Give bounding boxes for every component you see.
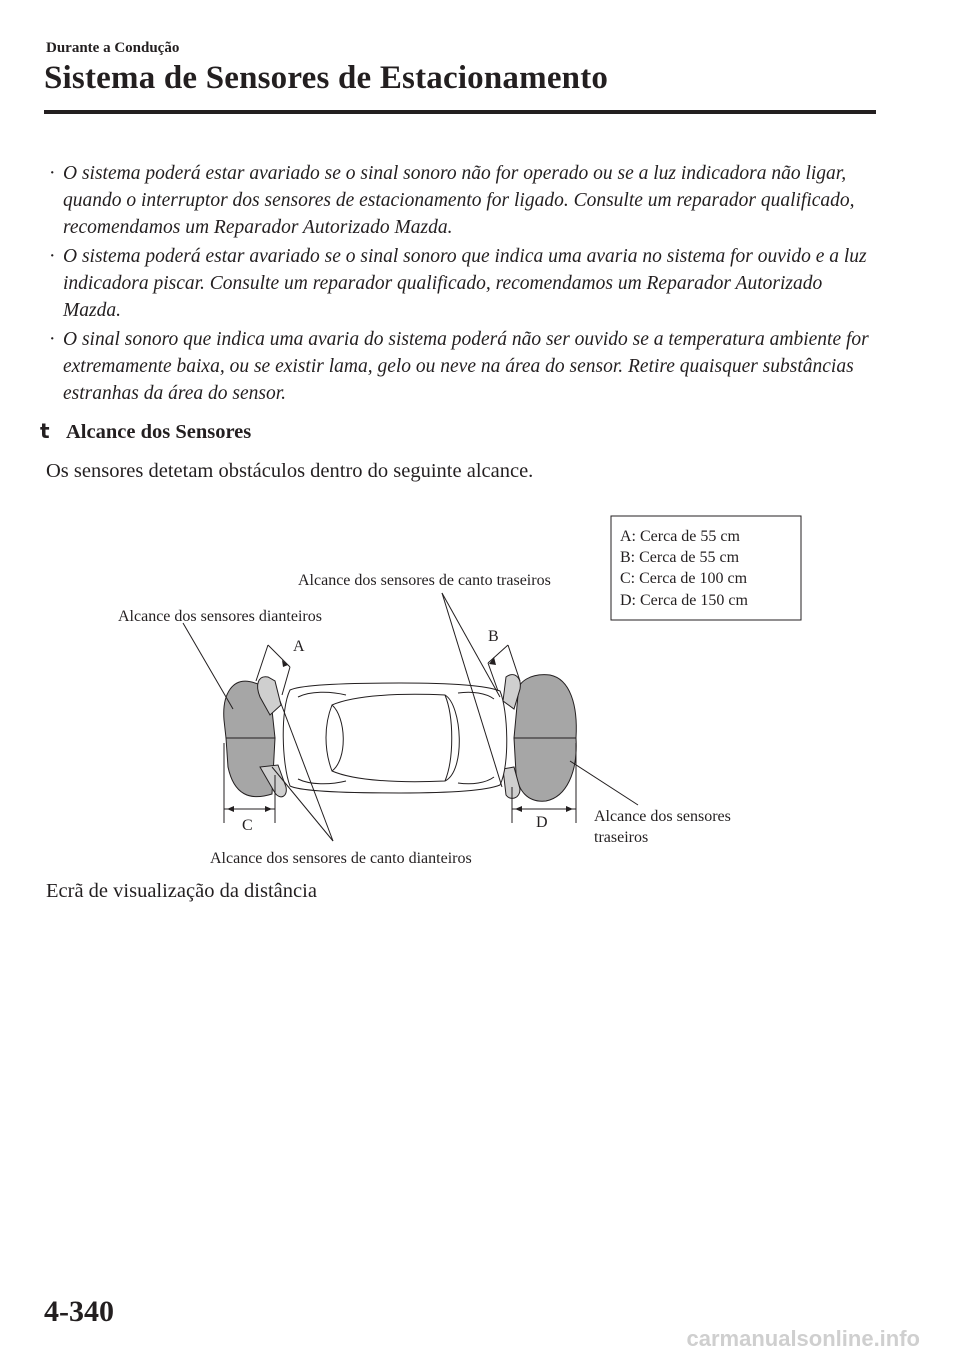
page-number: 4-340: [44, 1295, 114, 1328]
legend-b: B: Cerca de 55 cm: [620, 549, 740, 566]
dim-line-b: [488, 663, 498, 691]
dim-line-b: [488, 645, 508, 663]
label-front-corner: Alcance dos sensores de canto dianteiros: [210, 850, 472, 867]
page-title: Sistema de Sensores de Estacionamento: [44, 60, 609, 96]
car-body: [283, 683, 507, 793]
legend-d: D: Cerca de 150 cm: [620, 592, 748, 609]
legend-a: A: Cerca de 55 cm: [620, 528, 740, 545]
leader-rear-corner: [442, 593, 500, 697]
label-front: Alcance dos sensores dianteiros: [118, 608, 322, 625]
arrowhead: [265, 806, 272, 812]
subheading-text: Alcance dos Sensores: [66, 421, 252, 443]
note-text: O sistema poderá estar avariado se o sinal sonoro que indica uma avaria no sistema for ouvido e a luz indicadora piscar. Consulte um reparador qualificado, recomendamos um Reparador Autorizado Mazda.: [63, 246, 867, 321]
leader-front: [183, 623, 233, 709]
rear-sensor-zone: [514, 675, 576, 738]
dim-label-a: A: [293, 638, 305, 655]
display-caption: Ecrã de visualização da distância: [46, 880, 317, 902]
label-rear-line2: traseiros: [594, 829, 649, 846]
arrowhead: [227, 806, 234, 812]
notes-list: [48, 160, 878, 409]
watermark: carmanualsonline.info: [686, 1326, 920, 1351]
note-item: [48, 326, 878, 407]
dim-line-a: [282, 667, 290, 695]
subheading: [40, 419, 251, 444]
dim-line-a: [268, 645, 290, 667]
dim-label-c: C: [242, 817, 253, 834]
bullet-icon: ·: [49, 163, 56, 184]
note-item: [48, 243, 878, 324]
note-text: O sistema poderá estar avariado se o sinal sonoro não for operado ou se a luz indicadora não ligar, quando o interruptor dos sensores de estacionamento for ligado. Consulte um reparador qualificado, recomendamos um Reparador Autorizado Mazda.: [63, 163, 855, 238]
intro-text: Os sensores detetam obstáculos dentro do seguinte alcance.: [46, 460, 534, 482]
label-rear-corner: Alcance dos sensores de canto traseiros: [298, 572, 551, 589]
arrowhead: [515, 806, 522, 812]
section-marker-icon: t: [40, 419, 50, 443]
bullet-icon: ·: [49, 329, 56, 350]
sensor-range-diagram: [100, 505, 820, 875]
leader-rear: [570, 761, 638, 805]
rear-sensor-zone: [514, 738, 576, 801]
title-rule: [44, 110, 876, 114]
legend-c: C: Cerca de 100 cm: [620, 570, 748, 587]
bullet-icon: ·: [49, 246, 56, 267]
dim-label-b: B: [488, 628, 499, 645]
section-label: Durante a Condução: [46, 40, 180, 56]
label-rear-line1: Alcance dos sensores: [594, 808, 731, 825]
note-item: [48, 160, 878, 241]
arrowhead: [566, 806, 573, 812]
note-text: O sinal sonoro que indica uma avaria do sistema poderá não ser ouvido se a temperatura ambiente for extremamente baixa, ou se existir lama, gelo ou neve na área do sensor. Retire quaisquer substâncias estranhas da área do sensor.: [63, 329, 869, 404]
dim-label-d: D: [536, 814, 548, 831]
dim-line-a: [256, 645, 268, 681]
